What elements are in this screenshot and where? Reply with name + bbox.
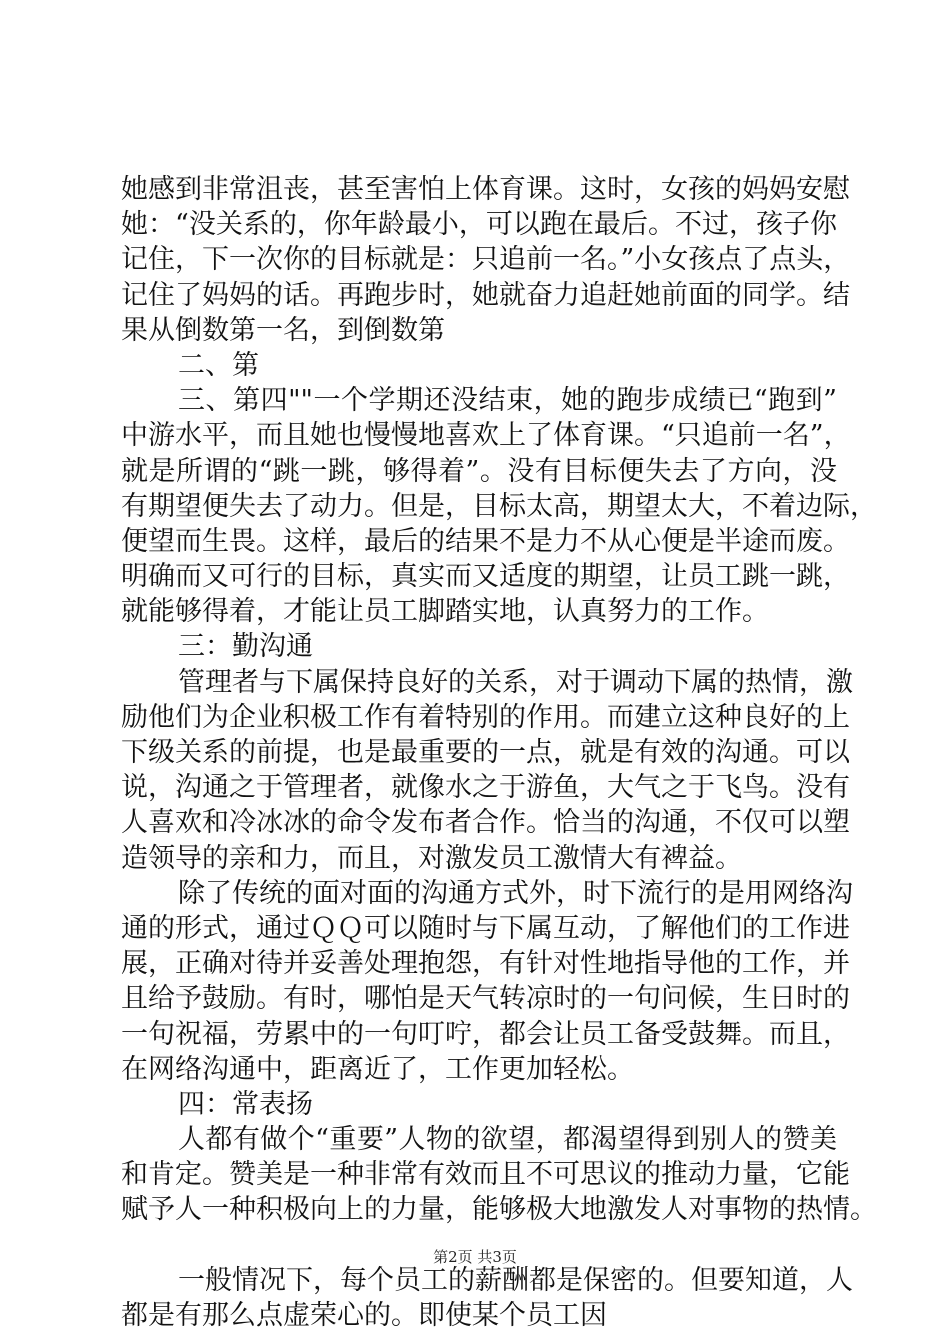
text-line: 她：“没关系的，你年龄最小，可以跑在最后。不过，孩子你 <box>121 209 837 241</box>
text-line: 说，沟通之于管理者，就像水之于游鱼，大气之于飞鸟。没有 <box>121 772 850 804</box>
text-line: 通的形式，通过ＱＱ可以随时与下属互动，了解他们的工作进 <box>121 912 850 944</box>
text-line: 人都有做个“重要”人物的欲望，都渴望得到别人的赞美 <box>178 1124 837 1156</box>
text-line: 赋予人一种积极向上的力量，能够极大地激发人对事物的热情。 <box>121 1194 877 1226</box>
text-line: 有期望便失去了动力。但是，目标太高，期望太大，不着边际， <box>121 490 877 522</box>
text-line: 就能够得着，才能让员工脚踏实地，认真努力的工作。 <box>121 596 769 628</box>
text-line: 中游水平，而且她也慢慢地喜欢上了体育课。“只追前一名”， <box>121 420 851 452</box>
text-line: 记住了妈妈的话。再跑步时，她就奋力追赶她前面的同学。结 <box>121 279 850 311</box>
text-line: 管理者与下属保持良好的关系，对于调动下属的热情，激 <box>178 666 853 698</box>
text-line: 一句祝福，劳累中的一句叮咛，都会让员工备受鼓舞。而且， <box>121 1018 850 1050</box>
text-line: 便望而生畏。这样，最后的结果不是力不从心便是半途而废。 <box>121 525 850 557</box>
section-heading: 二、第 <box>178 349 259 381</box>
text-line: 造领导的亲和力，而且，对激发员工激情大有裨益。 <box>121 842 742 874</box>
section-heading: 三：勤沟通 <box>178 631 313 663</box>
text-line: 和肯定。赞美是一种非常有效而且不可思议的推动力量，它能 <box>121 1159 850 1191</box>
text-line: 三、第四""一个学期还没结束，她的跑步成绩已“跑到” <box>178 385 837 417</box>
page-footer: 第2页 共3页 <box>433 1248 517 1266</box>
text-line: 就是所谓的“跳一跳，够得着”。没有目标便失去了方向，没 <box>121 455 837 487</box>
text-line: 她感到非常沮丧，甚至害怕上体育课。这时，女孩的妈妈安慰 <box>121 174 850 205</box>
text-line: 下级关系的前提，也是最重要的一点，就是有效的沟通。可以 <box>121 737 850 768</box>
text-line: 在网络沟通中，距离近了，工作更加轻松。 <box>121 1053 634 1085</box>
section-heading: 四：常表扬 <box>178 1088 313 1120</box>
text-line: 展，正确对待并妥善处理抱怨，有针对性地指导他的工作，并 <box>121 948 850 980</box>
text-line: 都是有那么点虚荣心的。即使某个员工因 <box>121 1299 607 1331</box>
text-line: 明确而又可行的目标，真实而又适度的期望，让员工跳一跳， <box>121 561 850 593</box>
text-line: 且给予鼓励。有时，哪怕是天气转凉时的一句问候，生日时的 <box>121 983 850 1015</box>
text-line: 人喜欢和冷冰冰的命令发布者合作。恰当的沟通，不仅可以塑 <box>121 807 850 839</box>
text-line: 果从倒数第一名，到倒数第 <box>121 314 445 346</box>
document-body <box>121 172 877 1333</box>
text-line: 一般情况下，每个员工的薪酬都是保密的。但要知道，人 <box>178 1264 853 1296</box>
text-line: 记住，下一次你的目标就是：只追前一名。”小女孩点了点头， <box>121 244 851 276</box>
text-line: 励他们为企业积极工作有着特别的作用。而建立这种良好的上 <box>121 701 850 733</box>
text-line: 除了传统的面对面的沟通方式外，时下流行的是用网络沟 <box>178 877 853 909</box>
